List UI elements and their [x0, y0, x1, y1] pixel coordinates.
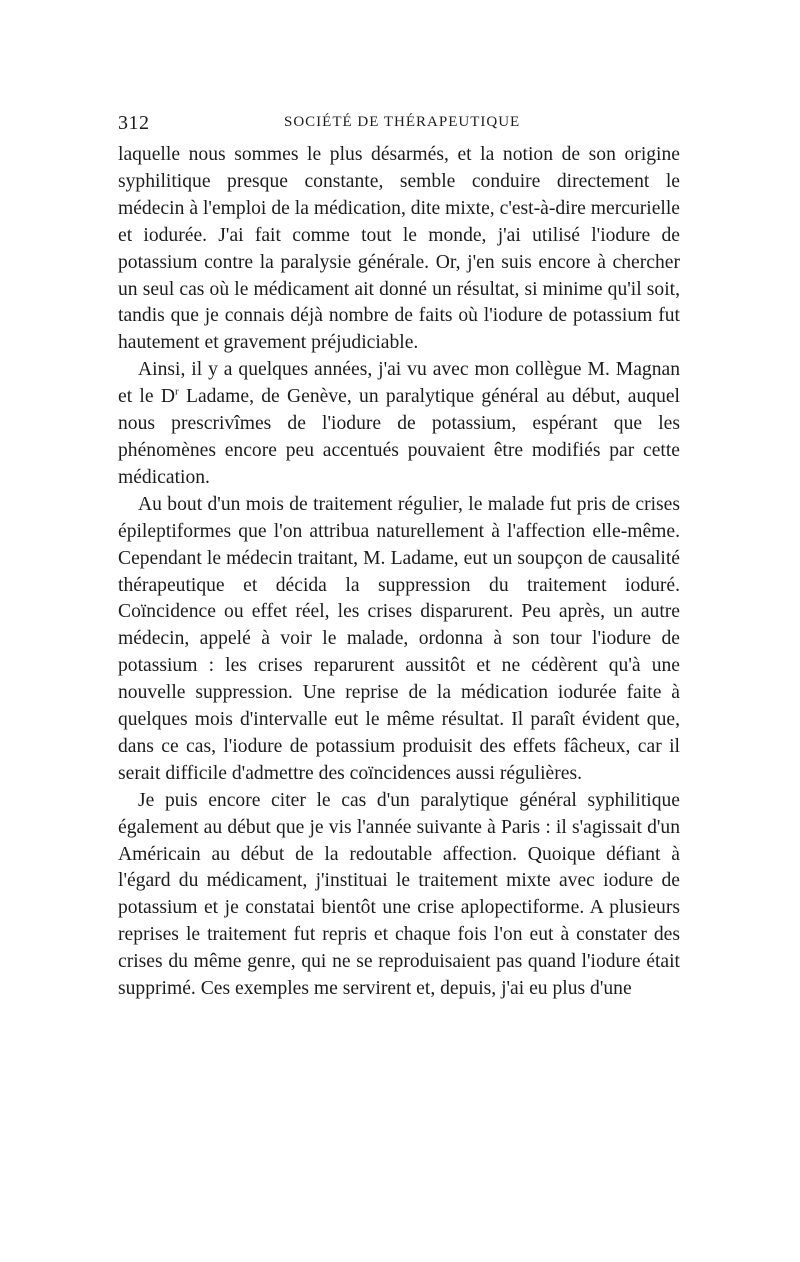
book-page — [118, 112, 680, 1003]
paragraph-3: Au bout d'un mois de traitement régulier, le malade fut pris de crises épileptiformes que l'on attribua naturellement à l'affection elle-même. Cependant le médecin traitant, M. Ladame, eut un soupçon de causalité thérapeutique et décida la suppression du traitement ioduré. Coïncidence ou effet réel, les crises disparurent. Peu après, un autre médecin, appelé à voir le malade, ordonna à son tour l'iodure de potassium : les crises reparurent aussitôt et ne cédèrent qu'à une nouvelle suppression. Une reprise de la médication iodurée faite à quelques mois d'intervalle eut le même résultat. Il paraît évident que, dans ce cas, l'iodure de potassium produisit des effets fâcheux, car il serait difficile d'admettre des coïncidences aussi régulières. — [118, 493, 680, 784]
doctor-abbreviation-superscript: r — [175, 385, 179, 398]
paragraph-1: laquelle nous sommes le plus désarmés, et la notion de son origine syphilitique presque constante, semble conduire directement le médecin à l'emploi de la médication, dite mixte, c'est-à-dire mercurielle et iodurée. J'ai fait comme tout le monde, j'ai utilisé l'iodure de potassium contre la paralysie générale. Or, j'en suis encore à chercher un seul cas où le médicament ait donné un résultat, si minime qu'il soit, tandis que je connais déjà nombre de faits où l'iodure de potassium fut hautement et gravement préjudiciable. — [118, 144, 680, 354]
running-head — [118, 112, 680, 142]
page-number: 312 — [118, 112, 150, 134]
paragraph-4: Je puis encore citer le cas d'un paralytique général syphilitique également au début que je vis l'année suivante à Paris : il s'agissait d'un Américain au début de la redoutable affection. Quoique défiant à l'égard du médicament, j'instituai le traitement mixte avec iodure de potassium et je constatai bientôt une crise aplopectiforme. A plusieurs reprises le traitement fut repris et chaque fois l'on eut à constater des crises du même genre, qui ne se reproduisaient pas quand l'iodure était supprimé. Ces exemples me servirent et, depuis, j'ai eu plus d'une — [118, 789, 680, 1000]
body-text — [118, 142, 680, 1003]
running-head-title: SOCIÉTÉ DE THÉRAPEUTIQUE — [284, 114, 521, 130]
paragraph-2-after: Ladame, de Genève, un paralytique général au début, auquel nous prescrivîmes de l'iodure de potassium, espérant que les phénomènes encore peu accentués pouvaient être modifiés par cette médication. — [118, 386, 681, 488]
paragraph-2-before: Ainsi, il y a quelques années, j'ai vu avec mon collègue M. Magnan et le D — [118, 359, 680, 408]
paragraph-2 — [118, 357, 680, 492]
